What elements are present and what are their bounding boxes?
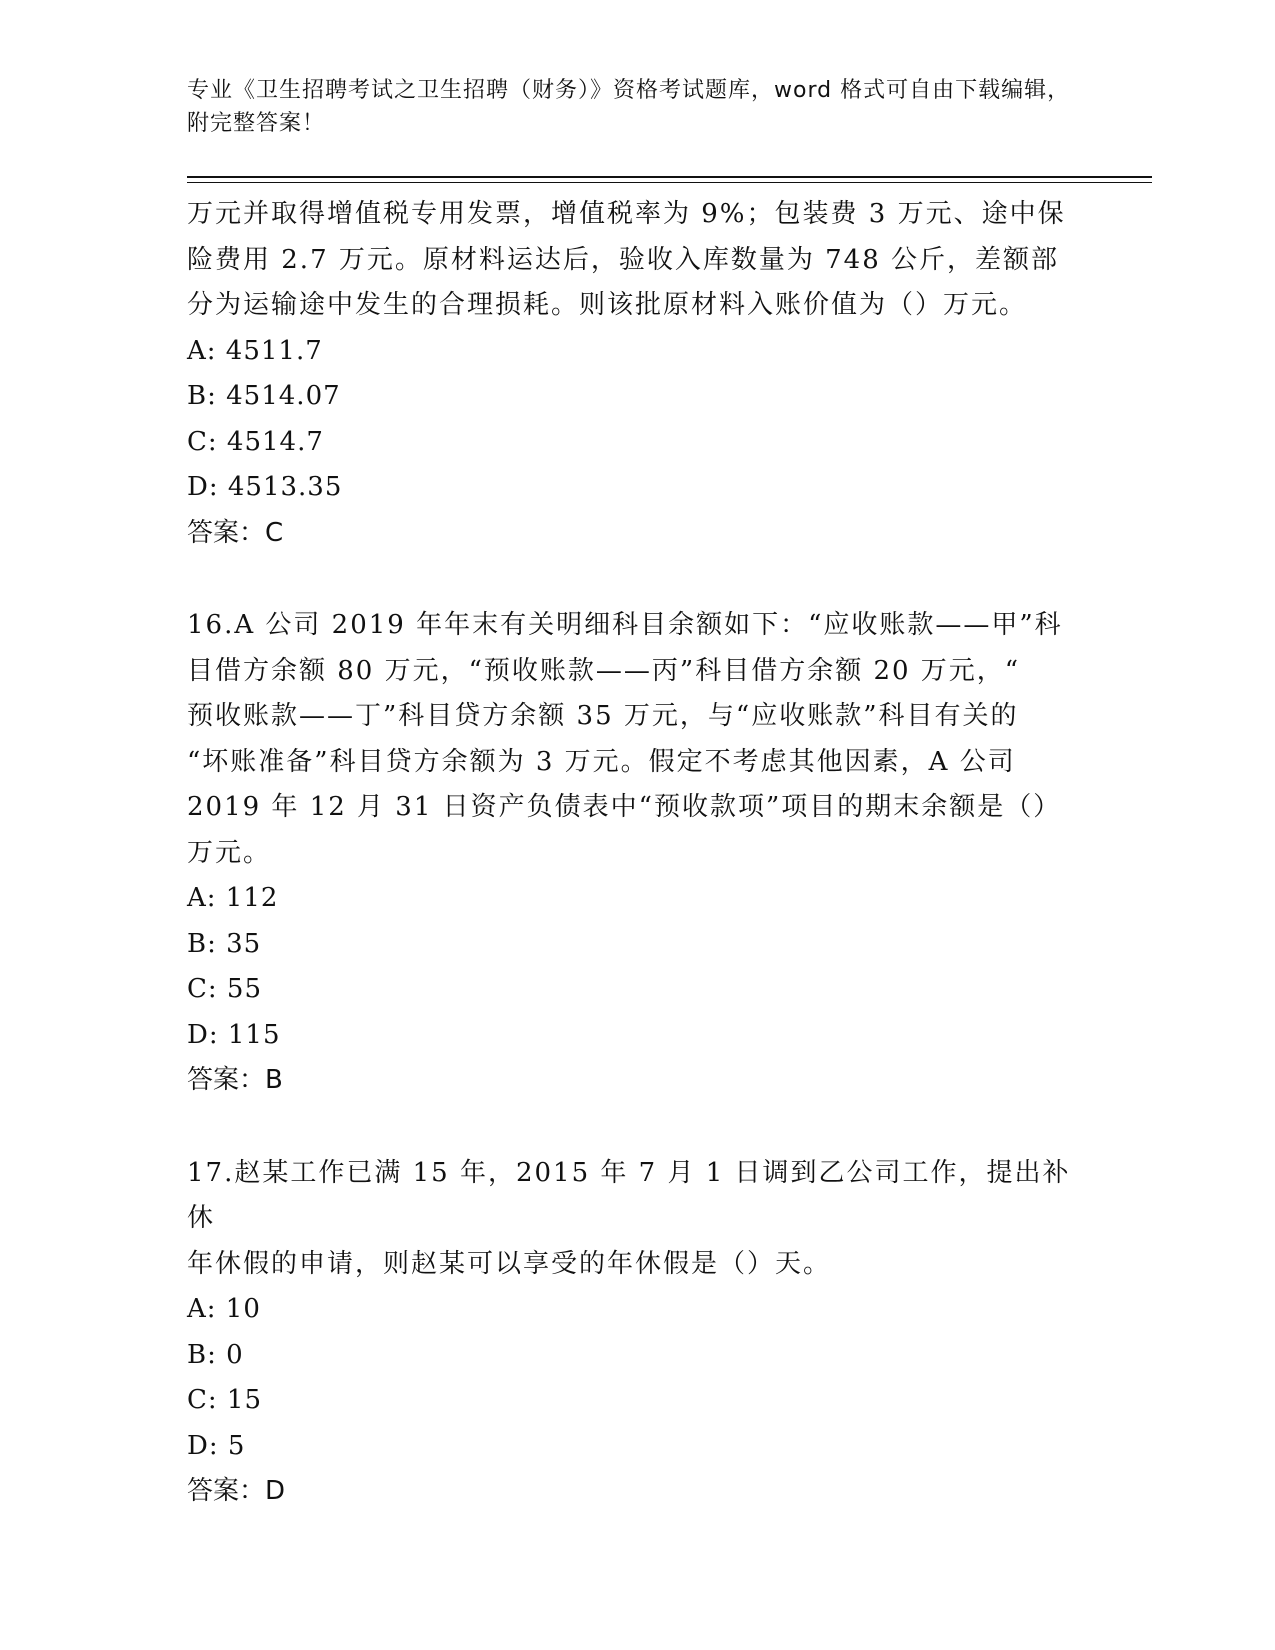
- option-d: D: 5: [187, 1430, 246, 1461]
- option-c: C: 4514.7: [187, 426, 324, 457]
- question-text-line: 万元并取得增值税专用发票，增值税率为 9%；包装费 3 万元、途中保: [187, 199, 1066, 229]
- question-spacer: [187, 1104, 1087, 1151]
- option-a: A: 4511.7: [187, 335, 323, 366]
- option-b: B: 0: [187, 1339, 244, 1370]
- question-text-line: “坏账准备”科目贷方余额为 3 万元。假定不考虑其他因素，A 公司: [187, 746, 1016, 777]
- question-text-line: 预收账款——丁”科目贷方余额 35 万元，与“应收账款”科目有关的: [187, 701, 1019, 731]
- answer-line: 答案：D: [187, 1476, 286, 1506]
- option-a: A: 112: [187, 883, 279, 913]
- option-b: B: 35: [187, 928, 262, 959]
- option-d: D: 115: [187, 1019, 281, 1050]
- header-divider: [187, 176, 1152, 183]
- answer-line: 答案：C: [187, 517, 284, 548]
- option-a: A: 10: [187, 1294, 261, 1324]
- page-header: 专业《卫生招聘考试之卫生招聘（财务）》资格考试题库，word 格式可自由下载编辑，附完整答案！: [187, 78, 1071, 136]
- question-16: [187, 603, 1087, 1104]
- question-text-line: 分为运输途中发生的合理损耗。则该批原材料入账价值为（）万元。: [187, 290, 1028, 320]
- answer-line: 答案：B: [187, 1065, 283, 1095]
- option-b: B: 4514.07: [187, 381, 341, 411]
- question-text-line: 16.A 公司 2019 年年末有关明细科目余额如下：“应收账款——甲”科: [187, 610, 1063, 640]
- question-text-line: 目借方余额 80 万元，“预收账款——丙”科目借方余额 20 万元，“: [187, 655, 1021, 686]
- question-text-line: 年休假的申请，则赵某可以享受的年休假是（）天。: [187, 1248, 832, 1279]
- question-15: [187, 192, 1087, 556]
- document-body: [187, 192, 1087, 1515]
- question-spacer: [187, 556, 1087, 603]
- question-text-line: 万元。: [187, 837, 272, 868]
- question-text-line: 2019 年 12 月 31 日资产负债表中“预收款项”项目的期末余额是（）: [187, 792, 1062, 822]
- option-c: C: 55: [187, 974, 263, 1004]
- question-17: [187, 1151, 1087, 1515]
- option-d: D: 4513.35: [187, 472, 343, 502]
- question-text-line: 17.赵某工作已满 15 年，2015 年 7 月 1 日调到乙公司工作，提出补休: [187, 1157, 1071, 1233]
- option-c: C: 15: [187, 1385, 263, 1415]
- question-text-line: 险费用 2.7 万元。原材料运达后，验收入库数量为 748 公斤，差额部: [187, 244, 1060, 275]
